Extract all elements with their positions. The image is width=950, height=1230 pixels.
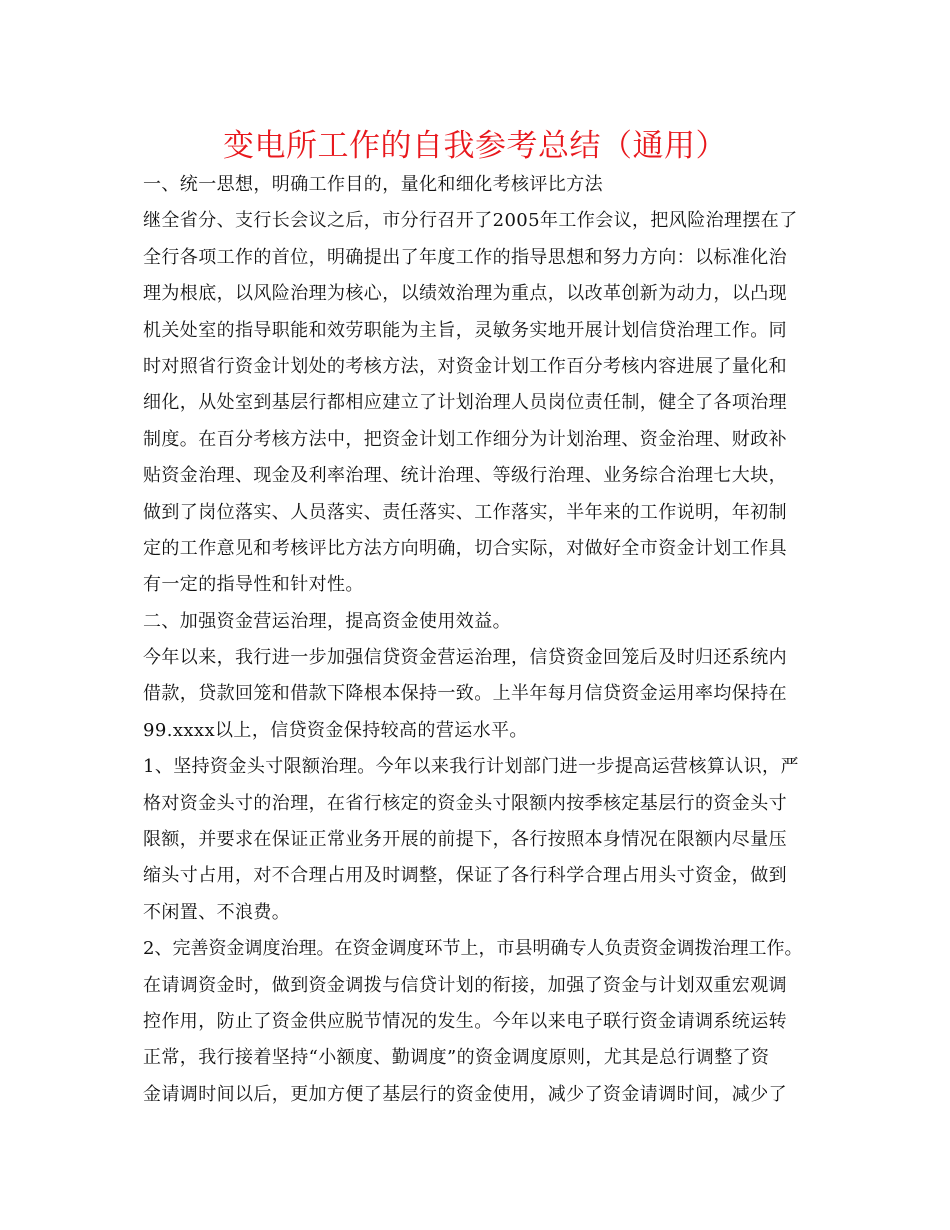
- text-line: 2、完善资金调度治理。在资金调度环节上，市县明确专人负责资金调拨治理工作。: [143, 938, 803, 960]
- text-line: 贴资金治理、现金及利率治理、统计治理、等级行治理、业务综合治理七大块，: [143, 465, 787, 487]
- text-line: 有一定的指导性和针对性。: [143, 574, 364, 596]
- text-line: 二、加强资金营运治理，提高资金使用效益。: [143, 610, 511, 632]
- text-line: 借款，贷款回笼和借款下降根本保持一致。上半年每月信贷资金运用率均保持在: [143, 683, 787, 705]
- document-body: [143, 167, 823, 1113]
- text-line: 金请调时间以后，更加方便了基层行的资金使用，减少了资金请调时间，减少了: [143, 1083, 787, 1105]
- text-line: 不闲置、不浪费。: [143, 901, 291, 923]
- text-line: 今年以来，我行进一步加强信贷资金营运治理，信贷资金回笼后及时归还系统内: [143, 647, 787, 669]
- text-line: 限额，并要求在保证正常业务开展的前提下，各行按照本身情况在限额内尽量压: [143, 829, 787, 851]
- text-line: 时对照省行资金计划处的考核方法，对资金计划工作百分考核内容进展了量化和: [143, 355, 787, 377]
- text-line: 格对资金头寸的治理，在省行核定的资金头寸限额内按季核定基层行的资金头寸: [143, 792, 787, 814]
- text-line: 定的工作意见和考核评比方法方向明确，切合实际，对做好全市资金计划工作具: [143, 537, 787, 559]
- text-line: 制度。在百分考核方法中，把资金计划工作细分为计划治理、资金治理、财政补: [143, 428, 787, 450]
- text-line: 继全省分、支行长会议之后，市分行召开了2005年工作会议，把风险治理摆在了: [143, 210, 798, 232]
- text-line: 99.xxxx以上，信贷资金保持较高的营运水平。: [143, 719, 528, 741]
- text-line: 正常，我行接着坚持“小额度、勤调度”的资金调度原则，尤其是总行调整了资: [143, 1047, 770, 1069]
- text-line: 缩头寸占用，对不合理占用及时调整，保证了各行科学合理占用头寸资金，做到: [143, 865, 787, 887]
- text-line: 理为根底，以风险治理为核心，以绩效治理为重点，以改革创新为动力，以凸现: [143, 283, 787, 305]
- text-line: 控作用，防止了资金供应脱节情况的发生。今年以来电子联行资金请调系统运转: [143, 1010, 787, 1032]
- text-line: 在请调资金时，做到资金调拨与信贷计划的衔接，加强了资金与计划双重宏观调: [143, 974, 787, 996]
- text-line: 机关处室的指导职能和效劳职能为主旨，灵敏务实地开展计划信贷治理工作。同: [143, 319, 787, 341]
- text-line: 全行各项工作的首位，明确提出了年度工作的指导思想和努力方向：以标准化治: [143, 246, 787, 268]
- text-line: 细化，从处室到基层行都相应建立了计划治理人员岗位责任制，健全了各项治理: [143, 392, 787, 414]
- text-line: 做到了岗位落实、人员落实、责任落实、工作落实，半年来的工作说明，年初制: [143, 501, 787, 523]
- text-line: 1、坚持资金头寸限额治理。今年以来我行计划部门进一步提高运营核算认识，严: [143, 756, 799, 778]
- document-title: 变电所工作的自我参考总结（通用）: [223, 128, 727, 164]
- text-line: 一、统一思想，明确工作目的，量化和细化考核评比方法: [143, 174, 603, 195]
